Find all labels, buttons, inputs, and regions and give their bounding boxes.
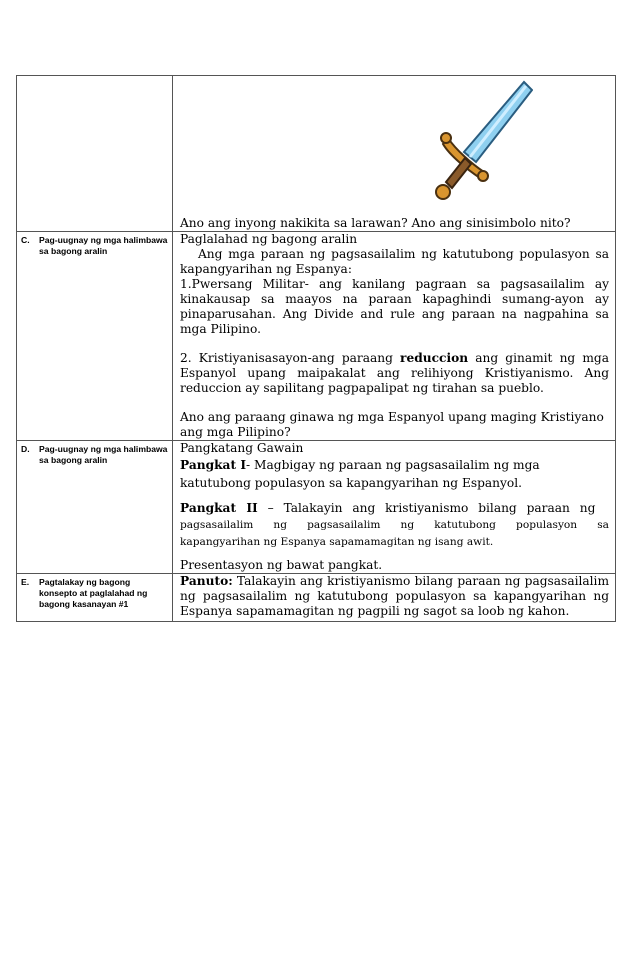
- group-2-task-line2: pagsasailalim ng pagsasailalim ng katutubong populasyon sa: [180, 519, 609, 531]
- section-title-d: Pangkatang Gawain: [180, 441, 304, 455]
- image-question: Ano ang inyong nakikita sa larawan? Ano ang sinisimbolo nito?: [180, 216, 571, 230]
- instruction-paragraph: Panuto: Talakayin ang kristiyanismo bilang paraan ng pagsasailalim ng pagsasailalim ng katutubong populasyon sa kapangyarihan ng Espanya sapamamagitan ng pagpili ng sagot sa loob ng kahon.: [180, 574, 609, 618]
- group-1-task: Pangkat I- Magbigay ng paraan ng pagsasailalim ng mga katutubong populasyon sa kapangyarihan ng Espanyol.: [180, 458, 540, 490]
- reduccion-term: reduccion: [400, 351, 469, 365]
- empty-label-cell: [17, 76, 173, 232]
- lesson-plan-table: [16, 75, 616, 622]
- section-title-c: Paglalahad ng bagong aralin: [180, 232, 358, 246]
- table-row-e: [17, 574, 616, 622]
- label-cell-d: [17, 441, 173, 574]
- image-area: [173, 76, 615, 216]
- row-label-c: Pag-uugnay ng mga halimbawa sa bagong aralin: [39, 235, 168, 256]
- row-letter-c: C.: [21, 235, 30, 245]
- instruction-label: Panuto:: [180, 574, 233, 588]
- question-c: Ano ang paraang ginawa ng mga Espanyol upang maging Kristiyano ang mga Pilipino?: [180, 410, 604, 439]
- row-label-e: Pagtalakay ng bagong konsepto at paglalahad ng bagong kasanayan #1: [39, 577, 148, 609]
- images-cell: [173, 76, 616, 232]
- sword-icon: [428, 80, 533, 205]
- content-cell-e: [173, 574, 616, 622]
- row-label-d: Pag-uugnay ng mga halimbawa sa bagong aralin: [39, 444, 168, 465]
- label-cell-e: [17, 574, 173, 622]
- label-cell-c: [17, 232, 173, 441]
- table-row-d: [17, 441, 616, 574]
- presentation-note: Presentasyon ng bawat pangkat.: [180, 558, 383, 572]
- point-military: 1.Pwersang Militar- ang kanilang pagraan sa pagsasailalim ay kinakausap sa maayos na paraan kapaghindi sumang-ayon ay pinaparusahan. Ang Divide and rule ang paraan na nagpahina sa mga Pilipino.: [180, 277, 609, 336]
- group-2-task-line3: kapangyarihan ng Espanya sapamamagitan ng isang awit.: [180, 536, 494, 548]
- row-letter-e: E.: [21, 577, 30, 587]
- point-christianization: 2. Kristiyanisasayon-ang paraang reduccion ang ginamit ng mga Espanyol upang maipakalat ang relihiyong Kristiyanismo. Ang reduccion ay sapilitang pagpapalipat ng tirahan sa pueblo.: [180, 351, 609, 395]
- content-cell-d: [173, 441, 616, 574]
- content-cell-c: [173, 232, 616, 441]
- row-letter-d: D.: [21, 444, 30, 454]
- group-2-task: Pangkat II – Talakayin ang kristiyanismo bilang paraan ng: [180, 501, 596, 515]
- intro-paragraph: Ang mga paraan ng pagsasailalim ng katutubong populasyon sa kapangyarihan ng Espanya:: [180, 247, 609, 276]
- table-row-c: [17, 232, 616, 441]
- table-row-images: [17, 76, 616, 232]
